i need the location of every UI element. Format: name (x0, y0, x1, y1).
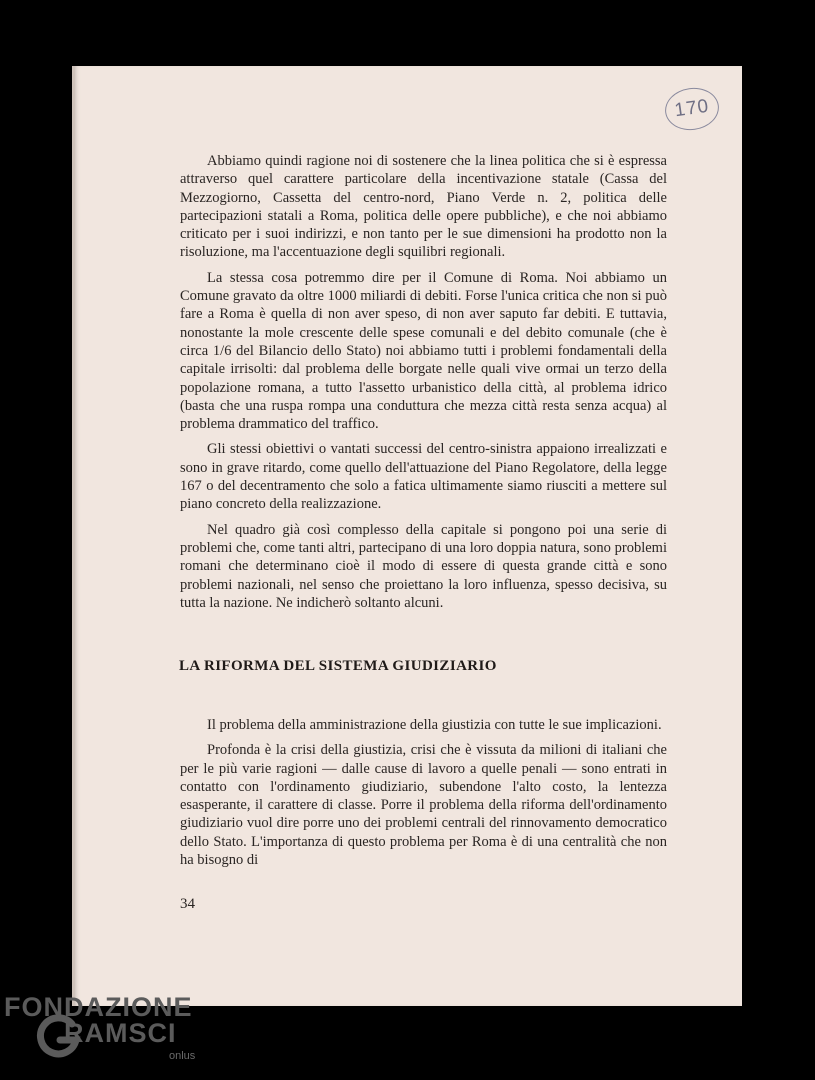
folio-mark: 170 (662, 84, 721, 133)
logo-line2: RAMSCI (64, 1018, 177, 1048)
page-edge (72, 66, 75, 1006)
paragraph: Nel quadro già così complesso della capitale si pongono poi una serie di problemi che, come tanti altri, partecipano di una loro doppia natura, sono problemi romani che determinano cioè il modo di essere di questa grande città e sono problemi nazionali, nel senso che proiettano la loro influenza, spesso decisiva, su tutta la nazione. Ne indicherò soltanto alcuni. (180, 521, 667, 611)
paragraph: Abbiamo quindi ragione noi di sostenere che la linea politica che si è espressa attraverso quel carattere particolare della incentivazione statale (Cassa del Mezzogiorno, Cassetta del centro-nord, Piano Verde n. 2, politica delle partecipazioni statali a Roma, politica delle opere pubbliche), e che noi abbiamo criticato per i suoi indirizzi, e non tanto per le sue dimensioni ha prodotto non la risoluzione, ma l'accentuazione degli squilibri regionali. (180, 153, 667, 261)
paragraph: La stessa cosa potremmo dire per il Comune di Roma. Noi abbiamo un Comune gravato da oltre 1000 miliardi di debiti. Forse l'unica critica che non si può fare a Roma è quella di non aver speso, di non aver saputo far debiti. E tuttavia, nonostante la mole crescente delle spese comunali e del debito comunale (che è circa 1/6 del Bilancio dello Stato) noi abbiamo tutti i problemi fondamentali della capitale irrisolti: dal problema delle borgate nelle quali vive ormai un terzo della popolazione romana, a tutto l'assetto urbanistico della città, al problema idrico (basta che una ruspa rompa una conduttura che mezza città resta senza acqua) al problema drammatico del traffico. (180, 269, 667, 433)
logo-line1: FONDAZIONE (4, 992, 193, 1022)
logo-suffix: onlus (169, 1050, 196, 1062)
fondazione-gramsci-logo (4, 992, 204, 1072)
paragraph: Profonda è la crisi della giustizia, crisi che è vissuta da milioni di italiani che per le più varie ragioni — dalle cause di lavoro a quelle penali — sono entrati in contatto con l'ordinamento giudiziario, subendone l'alto costo, la lentezza esasperante, il carattere di classe. Porre il problema della riforma dell'ordinamento giudiziario vuol dire porre uno dei problemi centrali del rinnovamento democratico dello Stato. L'importanza di questo problema per Roma è di una centralità che non ha bisogno di (180, 742, 667, 869)
section-heading: LA RIFORMA DEL SISTEMA GIUDIZIARIO (179, 658, 497, 674)
paragraph: Il problema della amministrazione della giustizia con tutte le sue implicazioni. (207, 717, 662, 733)
paragraph: Gli stessi obiettivi o vantati successi del centro-sinistra appaiono irrealizzati e sono in grave ritardo, come quello dell'attuazione del Piano Regolatore, della legge 167 o del decentramento che solo a fatica ultimamente siamo riusciti a mettere sul piano concreto della realizzazione. (180, 441, 667, 513)
body-text-block-1 (180, 152, 667, 619)
page-number: 34 (180, 896, 195, 912)
body-text-block-2 (180, 716, 667, 876)
